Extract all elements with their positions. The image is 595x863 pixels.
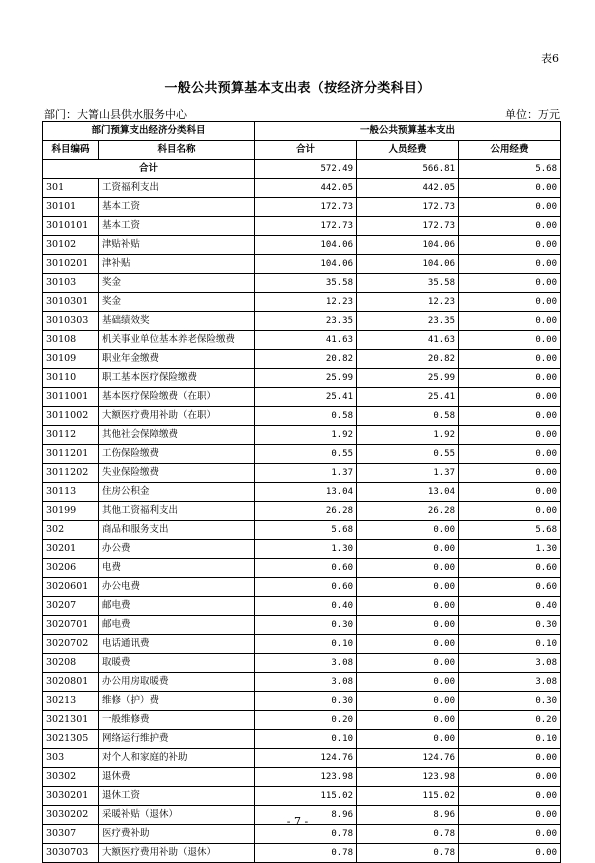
cell-code: 3030201 bbox=[43, 787, 99, 806]
cell-personnel: 0.00 bbox=[357, 654, 459, 673]
cell-personnel: 0.00 bbox=[357, 673, 459, 692]
cell-code: 3010303 bbox=[43, 312, 99, 331]
cell-name: 电费 bbox=[99, 559, 255, 578]
cell-total: 41.63 bbox=[255, 331, 357, 350]
cell-name: 其他工资福利支出 bbox=[99, 502, 255, 521]
cell-code: 3011201 bbox=[43, 445, 99, 464]
cell-public: 0.00 bbox=[459, 236, 561, 255]
cell-public: 3.08 bbox=[459, 654, 561, 673]
cell-code: 30103 bbox=[43, 274, 99, 293]
column-header-code: 科目编码 bbox=[43, 141, 99, 160]
column-header-total: 合计 bbox=[255, 141, 357, 160]
cell-total: 172.73 bbox=[255, 198, 357, 217]
cell-name: 医疗费补助 bbox=[99, 825, 255, 844]
table-row bbox=[43, 540, 561, 559]
unit-label: 单位：万元 bbox=[505, 108, 560, 121]
cell-total: 1.30 bbox=[255, 540, 357, 559]
header-column-row bbox=[43, 141, 561, 160]
cell-code: 303 bbox=[43, 749, 99, 768]
cell-personnel: 1.37 bbox=[357, 464, 459, 483]
cell-personnel: 25.41 bbox=[357, 388, 459, 407]
column-header-personnel: 人员经费 bbox=[357, 141, 459, 160]
cell-public: 5.68 bbox=[459, 521, 561, 540]
cell-total: 104.06 bbox=[255, 255, 357, 274]
cell-name: 取暖费 bbox=[99, 654, 255, 673]
table-row bbox=[43, 654, 561, 673]
cell-total: 0.60 bbox=[255, 578, 357, 597]
cell-total: 1.92 bbox=[255, 426, 357, 445]
total-sum: 572.49 bbox=[255, 160, 357, 179]
cell-total: 0.30 bbox=[255, 616, 357, 635]
cell-personnel: 0.78 bbox=[357, 844, 459, 863]
cell-name: 津贴补贴 bbox=[99, 236, 255, 255]
cell-total: 25.99 bbox=[255, 369, 357, 388]
cell-total: 0.10 bbox=[255, 635, 357, 654]
cell-public: 0.00 bbox=[459, 179, 561, 198]
cell-personnel: 0.00 bbox=[357, 521, 459, 540]
table-row bbox=[43, 445, 561, 464]
table-row bbox=[43, 331, 561, 350]
cell-total: 172.73 bbox=[255, 217, 357, 236]
cell-personnel: 20.82 bbox=[357, 350, 459, 369]
cell-code: 3020801 bbox=[43, 673, 99, 692]
table-row bbox=[43, 312, 561, 331]
table-row bbox=[43, 236, 561, 255]
cell-code: 3020702 bbox=[43, 635, 99, 654]
cell-name: 一般维修费 bbox=[99, 711, 255, 730]
cell-personnel: 123.98 bbox=[357, 768, 459, 787]
cell-public: 1.30 bbox=[459, 540, 561, 559]
cell-code: 30208 bbox=[43, 654, 99, 673]
cell-personnel: 25.99 bbox=[357, 369, 459, 388]
cell-total: 123.98 bbox=[255, 768, 357, 787]
column-header-public: 公用经费 bbox=[459, 141, 561, 160]
table-row bbox=[43, 673, 561, 692]
cell-name: 商品和服务支出 bbox=[99, 521, 255, 540]
cell-public: 0.00 bbox=[459, 274, 561, 293]
table-row bbox=[43, 483, 561, 502]
cell-personnel: 0.00 bbox=[357, 597, 459, 616]
cell-code: 3020701 bbox=[43, 616, 99, 635]
cell-public: 0.00 bbox=[459, 426, 561, 445]
cell-code: 3030703 bbox=[43, 844, 99, 863]
cell-personnel: 13.04 bbox=[357, 483, 459, 502]
cell-total: 8.96 bbox=[255, 806, 357, 825]
cell-name: 采暖补贴（退休） bbox=[99, 806, 255, 825]
table-row bbox=[43, 217, 561, 236]
cell-name: 大额医疗费用补助（在职） bbox=[99, 407, 255, 426]
cell-public: 0.00 bbox=[459, 369, 561, 388]
cell-personnel: 0.00 bbox=[357, 711, 459, 730]
cell-total: 13.04 bbox=[255, 483, 357, 502]
cell-code: 30302 bbox=[43, 768, 99, 787]
table-row bbox=[43, 635, 561, 654]
page-number: - 7 - bbox=[286, 815, 309, 828]
table-row bbox=[43, 293, 561, 312]
cell-code: 3020601 bbox=[43, 578, 99, 597]
cell-total: 0.78 bbox=[255, 844, 357, 863]
cell-public: 0.10 bbox=[459, 635, 561, 654]
table-row bbox=[43, 692, 561, 711]
total-label: 合计 bbox=[43, 160, 255, 179]
cell-total: 25.41 bbox=[255, 388, 357, 407]
cell-total: 115.02 bbox=[255, 787, 357, 806]
cell-total: 5.68 bbox=[255, 521, 357, 540]
cell-code: 30101 bbox=[43, 198, 99, 217]
table-row bbox=[43, 730, 561, 749]
cell-public: 0.10 bbox=[459, 730, 561, 749]
cell-public: 0.30 bbox=[459, 616, 561, 635]
cell-name: 住房公积金 bbox=[99, 483, 255, 502]
cell-code: 30206 bbox=[43, 559, 99, 578]
cell-name: 基本工资 bbox=[99, 198, 255, 217]
table-row bbox=[43, 521, 561, 540]
cell-name: 办公电费 bbox=[99, 578, 255, 597]
cell-code: 3021305 bbox=[43, 730, 99, 749]
header-group-row bbox=[43, 122, 561, 141]
cell-public: 0.00 bbox=[459, 198, 561, 217]
group-header-classification: 部门预算支出经济分类科目 bbox=[43, 122, 255, 141]
table-row bbox=[43, 388, 561, 407]
cell-public: 0.60 bbox=[459, 559, 561, 578]
table-row bbox=[43, 844, 561, 863]
cell-public: 0.00 bbox=[459, 331, 561, 350]
cell-name: 职工基本医疗保险缴费 bbox=[99, 369, 255, 388]
cell-code: 302 bbox=[43, 521, 99, 540]
table-row bbox=[43, 179, 561, 198]
cell-name: 职业年金缴费 bbox=[99, 350, 255, 369]
cell-personnel: 0.00 bbox=[357, 578, 459, 597]
cell-total: 0.30 bbox=[255, 692, 357, 711]
cell-personnel: 0.78 bbox=[357, 825, 459, 844]
cell-name: 机关事业单位基本养老保险缴费 bbox=[99, 331, 255, 350]
cell-personnel: 172.73 bbox=[357, 217, 459, 236]
cell-code: 3030202 bbox=[43, 806, 99, 825]
cell-total: 12.23 bbox=[255, 293, 357, 312]
cell-personnel: 104.06 bbox=[357, 255, 459, 274]
cell-personnel: 0.55 bbox=[357, 445, 459, 464]
cell-personnel: 172.73 bbox=[357, 198, 459, 217]
table-label: 表6 bbox=[541, 52, 559, 65]
cell-personnel: 124.76 bbox=[357, 749, 459, 768]
cell-personnel: 0.00 bbox=[357, 730, 459, 749]
cell-public: 0.00 bbox=[459, 787, 561, 806]
cell-code: 30307 bbox=[43, 825, 99, 844]
cell-personnel: 0.58 bbox=[357, 407, 459, 426]
cell-personnel: 104.06 bbox=[357, 236, 459, 255]
cell-code: 30207 bbox=[43, 597, 99, 616]
cell-personnel: 1.92 bbox=[357, 426, 459, 445]
cell-public: 0.00 bbox=[459, 844, 561, 863]
cell-personnel: 12.23 bbox=[357, 293, 459, 312]
table-row bbox=[43, 274, 561, 293]
cell-public: 0.00 bbox=[459, 217, 561, 236]
total-row bbox=[43, 160, 561, 179]
cell-name: 大额医疗费用补助（退休） bbox=[99, 844, 255, 863]
cell-code: 3010301 bbox=[43, 293, 99, 312]
cell-public: 0.00 bbox=[459, 502, 561, 521]
cell-name: 其他社会保障缴费 bbox=[99, 426, 255, 445]
table-row bbox=[43, 350, 561, 369]
budget-table bbox=[42, 121, 561, 863]
table-row bbox=[43, 711, 561, 730]
cell-code: 30201 bbox=[43, 540, 99, 559]
cell-name: 失业保险缴费 bbox=[99, 464, 255, 483]
table-row bbox=[43, 369, 561, 388]
cell-code: 3021301 bbox=[43, 711, 99, 730]
cell-personnel: 0.00 bbox=[357, 559, 459, 578]
cell-personnel: 26.28 bbox=[357, 502, 459, 521]
cell-total: 23.35 bbox=[255, 312, 357, 331]
total-personnel: 566.81 bbox=[357, 160, 459, 179]
cell-personnel: 0.00 bbox=[357, 635, 459, 654]
cell-name: 津补贴 bbox=[99, 255, 255, 274]
cell-public: 0.00 bbox=[459, 806, 561, 825]
cell-public: 0.00 bbox=[459, 445, 561, 464]
cell-total: 0.78 bbox=[255, 825, 357, 844]
cell-personnel: 0.00 bbox=[357, 540, 459, 559]
table-row bbox=[43, 768, 561, 787]
cell-public: 0.00 bbox=[459, 825, 561, 844]
cell-public: 0.20 bbox=[459, 711, 561, 730]
cell-total: 0.20 bbox=[255, 711, 357, 730]
cell-public: 0.00 bbox=[459, 350, 561, 369]
cell-code: 30199 bbox=[43, 502, 99, 521]
cell-code: 3010201 bbox=[43, 255, 99, 274]
cell-total: 1.37 bbox=[255, 464, 357, 483]
table-row bbox=[43, 749, 561, 768]
cell-code: 30113 bbox=[43, 483, 99, 502]
cell-personnel: 0.00 bbox=[357, 616, 459, 635]
cell-personnel: 8.96 bbox=[357, 806, 459, 825]
cell-code: 3011002 bbox=[43, 407, 99, 426]
cell-total: 3.08 bbox=[255, 654, 357, 673]
cell-public: 0.00 bbox=[459, 255, 561, 274]
column-header-name: 科目名称 bbox=[99, 141, 255, 160]
cell-total: 0.55 bbox=[255, 445, 357, 464]
cell-code: 30112 bbox=[43, 426, 99, 445]
department-label: 部门：大箐山县供水服务中心 bbox=[44, 108, 187, 121]
table-row bbox=[43, 198, 561, 217]
cell-name: 邮电费 bbox=[99, 616, 255, 635]
table-row bbox=[43, 787, 561, 806]
cell-public: 0.00 bbox=[459, 768, 561, 787]
cell-code: 30102 bbox=[43, 236, 99, 255]
cell-total: 26.28 bbox=[255, 502, 357, 521]
cell-name: 办公费 bbox=[99, 540, 255, 559]
cell-name: 退休工资 bbox=[99, 787, 255, 806]
cell-personnel: 0.00 bbox=[357, 692, 459, 711]
cell-public: 0.00 bbox=[459, 483, 561, 502]
cell-name: 维修（护）费 bbox=[99, 692, 255, 711]
cell-name: 奖金 bbox=[99, 293, 255, 312]
cell-total: 0.60 bbox=[255, 559, 357, 578]
cell-total: 35.58 bbox=[255, 274, 357, 293]
cell-code: 3011001 bbox=[43, 388, 99, 407]
table-row bbox=[43, 559, 561, 578]
table-row bbox=[43, 464, 561, 483]
cell-personnel: 442.05 bbox=[357, 179, 459, 198]
cell-code: 3010101 bbox=[43, 217, 99, 236]
cell-total: 0.58 bbox=[255, 407, 357, 426]
cell-code: 3011202 bbox=[43, 464, 99, 483]
cell-public: 0.40 bbox=[459, 597, 561, 616]
cell-name: 退休费 bbox=[99, 768, 255, 787]
table-row bbox=[43, 502, 561, 521]
cell-total: 20.82 bbox=[255, 350, 357, 369]
cell-name: 对个人和家庭的补助 bbox=[99, 749, 255, 768]
cell-personnel: 41.63 bbox=[357, 331, 459, 350]
cell-code: 30110 bbox=[43, 369, 99, 388]
cell-public: 0.60 bbox=[459, 578, 561, 597]
cell-public: 0.00 bbox=[459, 388, 561, 407]
table-row bbox=[43, 426, 561, 445]
cell-total: 0.10 bbox=[255, 730, 357, 749]
cell-public: 0.00 bbox=[459, 749, 561, 768]
cell-total: 0.40 bbox=[255, 597, 357, 616]
total-public: 5.68 bbox=[459, 160, 561, 179]
cell-personnel: 35.58 bbox=[357, 274, 459, 293]
cell-code: 30109 bbox=[43, 350, 99, 369]
cell-code: 301 bbox=[43, 179, 99, 198]
cell-name: 工资福利支出 bbox=[99, 179, 255, 198]
cell-public: 0.00 bbox=[459, 312, 561, 331]
cell-public: 0.30 bbox=[459, 692, 561, 711]
cell-personnel: 115.02 bbox=[357, 787, 459, 806]
table-row bbox=[43, 255, 561, 274]
cell-name: 电话通讯费 bbox=[99, 635, 255, 654]
group-header-basic-expenditure: 一般公共预算基本支出 bbox=[255, 122, 561, 141]
cell-name: 奖金 bbox=[99, 274, 255, 293]
table-row bbox=[43, 616, 561, 635]
cell-code: 30213 bbox=[43, 692, 99, 711]
cell-total: 3.08 bbox=[255, 673, 357, 692]
table-row bbox=[43, 407, 561, 426]
cell-name: 办公用房取暖费 bbox=[99, 673, 255, 692]
cell-public: 0.00 bbox=[459, 464, 561, 483]
cell-total: 124.76 bbox=[255, 749, 357, 768]
table-row bbox=[43, 597, 561, 616]
cell-total: 442.05 bbox=[255, 179, 357, 198]
table-row bbox=[43, 578, 561, 597]
cell-name: 网络运行维护费 bbox=[99, 730, 255, 749]
cell-public: 3.08 bbox=[459, 673, 561, 692]
cell-total: 104.06 bbox=[255, 236, 357, 255]
page-title: 一般公共预算基本支出表（按经济分类科目） bbox=[164, 81, 431, 96]
cell-name: 基本医疗保险缴费（在职） bbox=[99, 388, 255, 407]
cell-name: 邮电费 bbox=[99, 597, 255, 616]
cell-name: 基本工资 bbox=[99, 217, 255, 236]
table-body bbox=[43, 160, 561, 863]
cell-public: 0.00 bbox=[459, 407, 561, 426]
cell-personnel: 23.35 bbox=[357, 312, 459, 331]
cell-public: 0.00 bbox=[459, 293, 561, 312]
cell-name: 工伤保险缴费 bbox=[99, 445, 255, 464]
cell-name: 基础绩效奖 bbox=[99, 312, 255, 331]
cell-code: 30108 bbox=[43, 331, 99, 350]
